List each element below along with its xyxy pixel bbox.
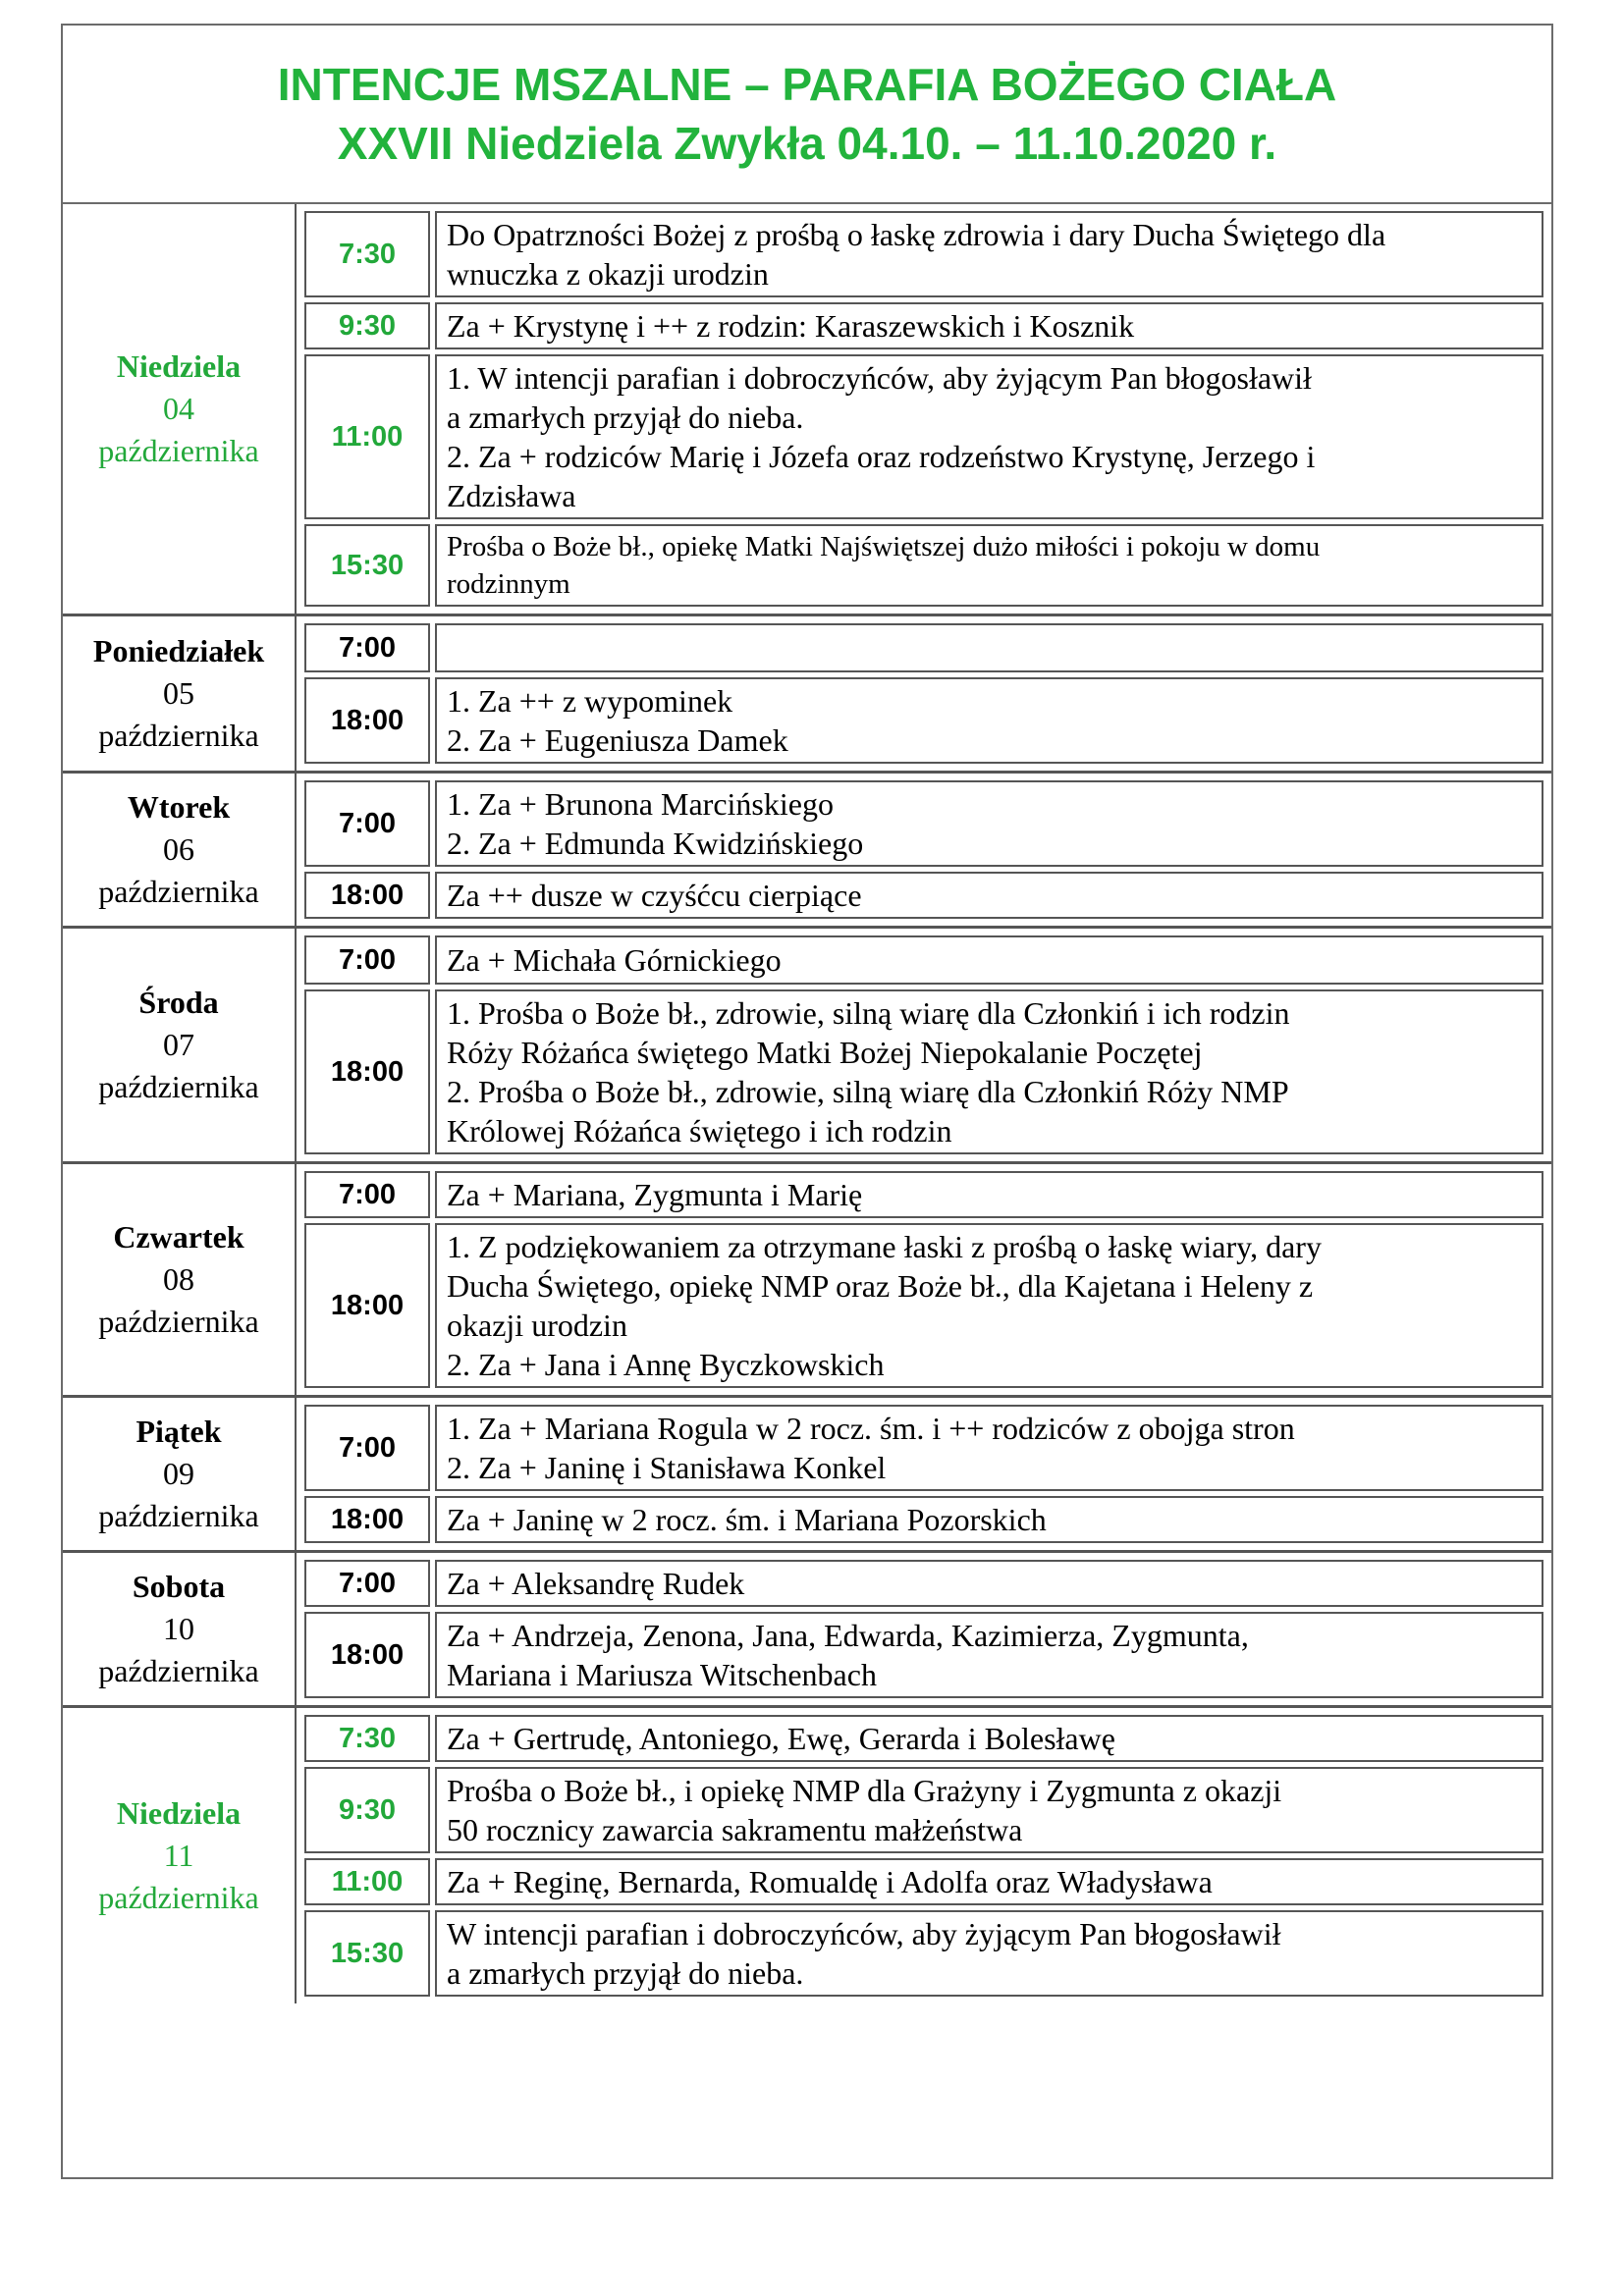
- days-table: [63, 204, 1551, 2177]
- mass-time: 18:00: [304, 1223, 430, 1388]
- intention-line: 1. W intencji parafian i dobroczyńców, aby żyjącym Pan błogosławił: [447, 360, 1312, 396]
- day-month: października: [98, 874, 259, 909]
- day-number: 10: [163, 1611, 194, 1646]
- mass-intention: [435, 1560, 1543, 1607]
- day-name: Niedziela: [116, 348, 242, 384]
- mass-time: 9:30: [304, 302, 430, 349]
- day-block: [63, 614, 1551, 771]
- mass-time: 7:00: [304, 623, 430, 672]
- intention-line: 2. Za + Jana i Annę Byczkowskich: [447, 1347, 885, 1382]
- mass-time: 7:00: [304, 935, 430, 985]
- intention-line: Róży Różańca świętego Matki Bożej Niepokalanie Poczętej: [447, 1035, 1203, 1070]
- day-number: 05: [163, 675, 194, 711]
- day-label-cell: [63, 1398, 297, 1550]
- mass-intention: [435, 935, 1543, 985]
- intention-line: Zdzisława: [447, 478, 576, 513]
- mass-time: 18:00: [304, 1612, 430, 1698]
- mass-row: [304, 1767, 1543, 1853]
- day-label-cell: [63, 1553, 297, 1705]
- mass-row: [304, 1715, 1543, 1762]
- mass-list: [297, 774, 1551, 926]
- day-month: października: [98, 1880, 259, 1915]
- intention-line: Królowej Różańca świętego i ich rodzin: [447, 1113, 952, 1148]
- day-block: [63, 771, 1551, 926]
- mass-row: [304, 211, 1543, 297]
- intention-line: a zmarłych przyjął do nieba.: [447, 400, 804, 435]
- mass-time: 18:00: [304, 677, 430, 764]
- mass-list: [297, 1398, 1551, 1550]
- day-number: 08: [163, 1261, 194, 1297]
- mass-row: [304, 354, 1543, 519]
- mass-row: [304, 1612, 1543, 1698]
- mass-row: [304, 989, 1543, 1154]
- mass-time: 7:00: [304, 780, 430, 867]
- mass-time: 18:00: [304, 872, 430, 919]
- title-box: [63, 26, 1551, 204]
- intention-line: a zmarłych przyjął do nieba.: [447, 1955, 804, 1991]
- mass-time: 11:00: [304, 354, 430, 519]
- intention-line: Za + Aleksandrę Rudek: [447, 1566, 745, 1601]
- mass-time: 7:30: [304, 1715, 430, 1762]
- intention-line: Za + Reginę, Bernarda, Romualdę i Adolfa oraz Władysława: [447, 1864, 1213, 1899]
- mass-intention: [435, 354, 1543, 519]
- mass-list: [297, 929, 1551, 1161]
- day-number: 07: [163, 1027, 194, 1062]
- intention-line: rodzinnym: [447, 568, 570, 600]
- mass-time: 11:00: [304, 1858, 430, 1905]
- intention-line: Prośba o Boże bł., opiekę Matki Najświętszej dużo miłości i pokoju w domu: [447, 531, 1321, 562]
- day-month: października: [98, 1304, 259, 1339]
- day-number: 09: [163, 1456, 194, 1491]
- mass-intention: [435, 1496, 1543, 1543]
- day-block: [63, 204, 1551, 614]
- mass-time: 15:30: [304, 1910, 430, 1997]
- intention-line: Ducha Świętego, opiekę NMP oraz Boże bł., dla Kajetana i Heleny z: [447, 1268, 1314, 1304]
- day-name: Niedziela: [116, 1795, 242, 1831]
- mass-list: [297, 1708, 1551, 2003]
- mass-intention: [435, 989, 1543, 1154]
- mass-intention: [435, 1223, 1543, 1388]
- intention-line: Prośba o Boże bł., i opiekę NMP dla Grażyny i Zygmunta z okazji: [447, 1773, 1282, 1808]
- day-label-cell: [63, 616, 297, 771]
- mass-row: [304, 1223, 1543, 1388]
- mass-intention: [435, 1612, 1543, 1698]
- mass-row: [304, 524, 1543, 607]
- mass-time: 7:30: [304, 211, 430, 297]
- day-label-cell: [63, 1708, 297, 2003]
- mass-list: [297, 616, 1551, 771]
- mass-row: [304, 302, 1543, 349]
- intention-line: Za + Janinę w 2 rocz. śm. i Mariana Pozorskich: [447, 1502, 1047, 1537]
- day-block: [63, 1550, 1551, 1705]
- intention-line: Za + Krystynę i ++ z rodzin: Karaszewskich i Kosznik: [447, 308, 1135, 344]
- intention-line: Do Opatrzności Bożej z prośbą o łaskę zdrowia i dary Ducha Świętego dla: [447, 217, 1386, 252]
- title-line-2: XXVII Niedziela Zwykła 04.10. – 11.10.2020 r.: [337, 118, 1277, 169]
- day-month: października: [98, 433, 259, 468]
- intention-line: Za + Gertrudę, Antoniego, Ewę, Gerarda i Bolesławę: [447, 1721, 1115, 1756]
- day-label-cell: [63, 1164, 297, 1395]
- intention-line: 50 rocznicy zawarcia sakramentu małżeństwa: [447, 1812, 1023, 1847]
- day-block: [63, 1705, 1551, 2003]
- mass-row: [304, 677, 1543, 764]
- day-name: Wtorek: [127, 789, 231, 825]
- mass-intention: [435, 677, 1543, 764]
- mass-intention: [435, 780, 1543, 867]
- intention-line: Za + Michała Górnickiego: [447, 942, 782, 978]
- mass-row: [304, 1496, 1543, 1543]
- mass-row: [304, 872, 1543, 919]
- intention-line: 1. Prośba o Boże bł., zdrowie, silną wiarę dla Członkiń i ich rodzin: [447, 995, 1290, 1031]
- mass-intention: [435, 872, 1543, 919]
- day-month: października: [98, 718, 259, 753]
- intention-line: 1. Za + Brunona Marcińskiego: [447, 786, 834, 822]
- day-label-cell: [63, 929, 297, 1161]
- mass-intention: [435, 302, 1543, 349]
- mass-time: 15:30: [304, 524, 430, 607]
- intentions-sheet: [61, 24, 1553, 2179]
- mass-time: 7:00: [304, 1560, 430, 1607]
- intention-line: 1. Z podziękowaniem za otrzymane łaski z prośbą o łaskę wiary, dary: [447, 1229, 1322, 1264]
- mass-row: [304, 1171, 1543, 1218]
- day-month: października: [98, 1069, 259, 1104]
- mass-intention: [435, 1767, 1543, 1853]
- intention-line: 2. Za + Eugeniusza Damek: [447, 722, 788, 758]
- mass-time: 9:30: [304, 1767, 430, 1853]
- intention-line: okazji urodzin: [447, 1308, 627, 1343]
- mass-list: [297, 204, 1551, 614]
- mass-intention: [435, 623, 1543, 672]
- day-number: 04: [163, 391, 194, 426]
- day-number: 06: [163, 831, 194, 867]
- mass-row: [304, 1910, 1543, 1997]
- intention-line: W intencji parafian i dobroczyńców, aby żyjącym Pan błogosławił: [447, 1916, 1281, 1951]
- day-name: Czwartek: [113, 1219, 244, 1255]
- intention-line: Za + Mariana, Zygmunta i Marię: [447, 1177, 863, 1212]
- day-name: Sobota: [132, 1569, 226, 1604]
- intention-line: 2. Za + Edmunda Kwidzińskiego: [447, 826, 864, 861]
- intention-line: 1. Za ++ z wypominek: [447, 683, 733, 719]
- mass-intention: [435, 1910, 1543, 1997]
- mass-row: [304, 935, 1543, 985]
- mass-time: 18:00: [304, 1496, 430, 1543]
- mass-intention: [435, 1405, 1543, 1491]
- day-number: 11: [163, 1838, 194, 1873]
- intention-line: Mariana i Mariusza Witschenbach: [447, 1657, 877, 1692]
- mass-row: [304, 1858, 1543, 1905]
- mass-row: [304, 780, 1543, 867]
- mass-time: 7:00: [304, 1171, 430, 1218]
- mass-list: [297, 1164, 1551, 1395]
- day-block: [63, 926, 1551, 1161]
- day-month: października: [98, 1653, 259, 1688]
- intention-line: 2. Za + Janinę i Stanisława Konkel: [447, 1450, 887, 1485]
- intention-line: Za + Andrzeja, Zenona, Jana, Edwarda, Kazimierza, Zygmunta,: [447, 1618, 1249, 1653]
- intention-line: 1. Za + Mariana Rogula w 2 rocz. śm. i ++ rodziców z obojga stron: [447, 1411, 1295, 1446]
- day-block: [63, 1161, 1551, 1395]
- mass-intention: [435, 1171, 1543, 1218]
- day-label-cell: [63, 204, 297, 614]
- mass-list: [297, 1553, 1551, 1705]
- mass-intention: [435, 524, 1543, 607]
- mass-row: [304, 623, 1543, 672]
- mass-time: 18:00: [304, 989, 430, 1154]
- intention-line: 2. Prośba o Boże bł., zdrowie, silną wiarę dla Członkiń Róży NMP: [447, 1074, 1289, 1109]
- mass-row: [304, 1405, 1543, 1491]
- mass-row: [304, 1560, 1543, 1607]
- day-block: [63, 1395, 1551, 1550]
- mass-intention: [435, 211, 1543, 297]
- day-name: Piątek: [135, 1414, 222, 1449]
- day-name: Poniedziałek: [92, 633, 265, 668]
- mass-intention: [435, 1858, 1543, 1905]
- day-name: Środa: [138, 985, 219, 1020]
- intention-line: wnuczka z okazji urodzin: [447, 256, 769, 292]
- mass-intention: [435, 1715, 1543, 1762]
- title-line-1: INTENCJE MSZALNE – PARAFIA BOŻEGO CIAŁA: [277, 59, 1337, 110]
- intention-line: Za ++ dusze w czyśćcu cierpiące: [447, 878, 862, 913]
- day-month: października: [98, 1498, 259, 1533]
- mass-time: 7:00: [304, 1405, 430, 1491]
- day-label-cell: [63, 774, 297, 926]
- intention-line: 2. Za + rodziców Marię i Józefa oraz rodzeństwo Krystynę, Jerzego i: [447, 439, 1316, 474]
